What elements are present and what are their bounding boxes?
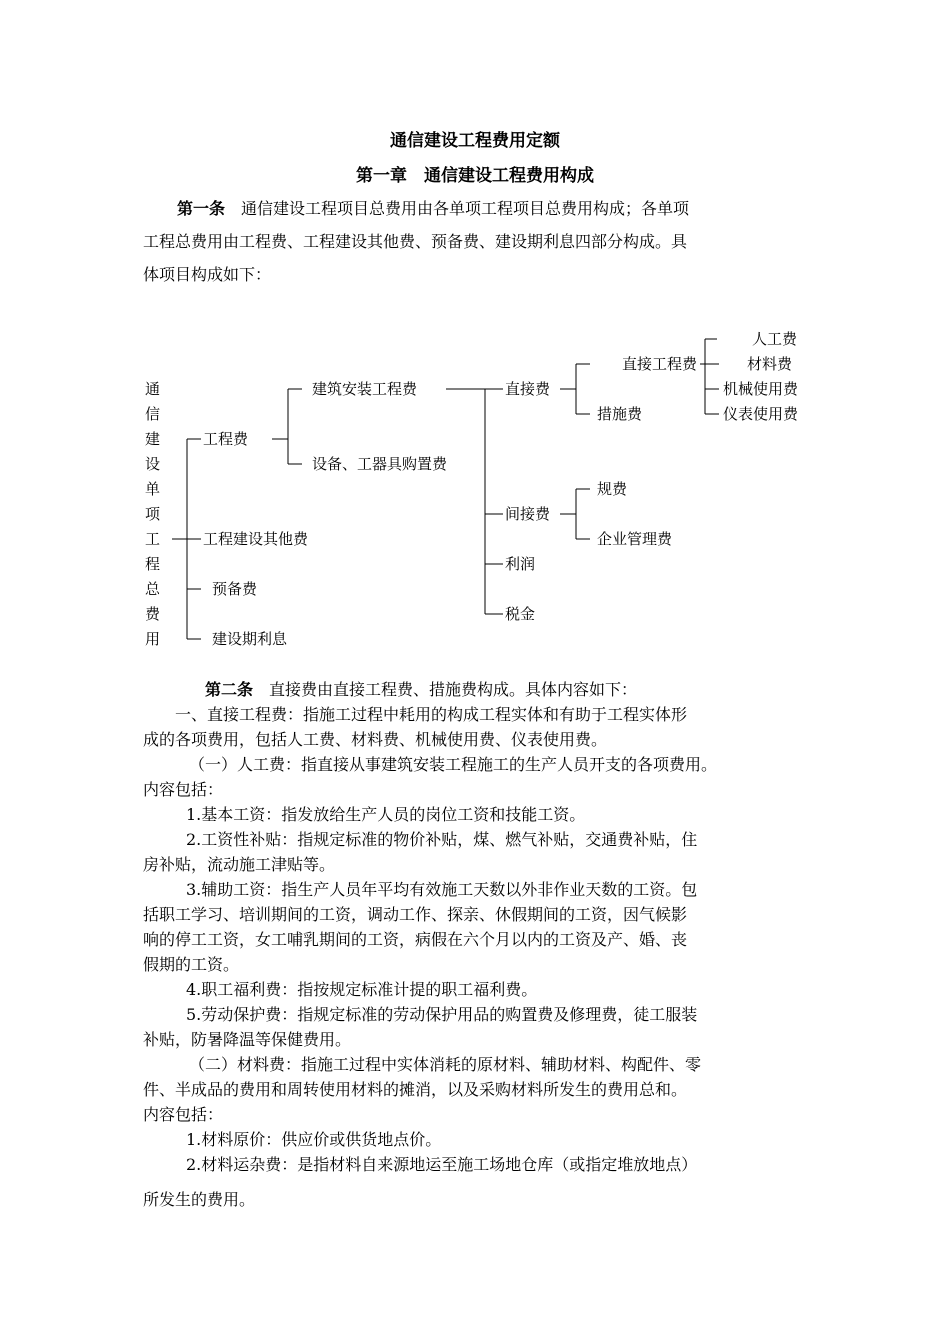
root-char: 项 [145, 505, 161, 523]
paragraph-line: 1.材料原价：供应价或供货地点价。 [186, 1130, 442, 1149]
node-regulatory-fees: 规费 [597, 480, 628, 498]
node-tax: 税金 [505, 605, 536, 623]
node-construction-install-fee: 建筑安装工程费 [312, 380, 418, 398]
root-char: 设 [145, 455, 161, 473]
node-other-construction-fee: 工程建设其他费 [203, 530, 309, 548]
paragraph-line: （一）人工费：指直接从事建筑安装工程施工的生产人员开支的各项费用。 [189, 755, 718, 774]
node-enterprise-management-fee: 企业管理费 [597, 530, 673, 548]
article-1-text: 通信建设工程项目总费用由各单项工程项目总费用构成；各单项 [225, 199, 690, 218]
paragraph-line: 内容包括： [143, 780, 224, 799]
node-material-fee: 材料费 [747, 355, 793, 373]
article-1-line-3: 体项目构成如下： [143, 265, 272, 284]
node-engineering-fee: 工程费 [203, 430, 249, 448]
root-char: 用 [145, 630, 161, 648]
paragraph-line: 5.劳动保护费：指规定标准的劳动保护用品的购置费及修理费，徒工服装 [186, 1005, 698, 1024]
root-char: 信 [145, 405, 161, 423]
node-indirect-fee: 间接费 [505, 505, 551, 523]
node-instrument-fee: 仪表使用费 [723, 405, 799, 423]
tree-root-label [145, 377, 160, 652]
article-2-label: 第二条 [205, 680, 254, 699]
root-char: 建 [145, 430, 161, 448]
node-direct-engineering-fee: 直接工程费 [622, 355, 698, 373]
node-machinery-fee: 机械使用费 [723, 380, 799, 398]
paragraph-line: 所发生的费用。 [143, 1190, 256, 1209]
article-1-line-2: 工程总费用由工程费、工程建设其他费、预备费、建设期利息四部分构成。具 [143, 232, 688, 251]
paragraph-line: 房补贴，流动施工津贴等。 [143, 855, 336, 874]
paragraph-line: 内容包括： [143, 1105, 224, 1124]
article-1-label: 第一条 [177, 199, 226, 218]
node-direct-fee: 直接费 [505, 380, 551, 398]
paragraph-line: 3.辅助工资：指生产人员年平均有效施工天数以外非作业天数的工资。包 [186, 880, 698, 899]
node-labor-fee: 人工费 [752, 330, 798, 348]
root-char: 总 [145, 580, 161, 598]
paragraph-line: 1.基本工资：指发放给生产人员的岗位工资和技能工资。 [186, 805, 586, 824]
paragraph-line: 括职工学习、培训期间的工资，调动工作、探亲、休假期间的工资，因气候影 [143, 905, 688, 924]
paragraph-line: 2.工资性补贴：指规定标准的物价补贴，煤、燃气补贴，交通费补贴，住 [186, 830, 698, 849]
paragraph-line: 4.职工福利费：指按规定标准计提的职工福利费。 [186, 980, 538, 999]
paragraph-line: 成的各项费用，包括人工费、材料费、机械使用费、仪表使用费。 [143, 730, 608, 749]
root-char: 通 [145, 380, 161, 398]
root-char: 程 [145, 555, 161, 573]
paragraph-line: 补贴，防暑降温等保健费用。 [143, 1030, 352, 1049]
paragraph-line: 2.材料运杂费：是指材料自来源地运至施工场地仓库（或指定堆放地点） [186, 1155, 698, 1174]
document-title: 通信建设工程费用定额 [390, 131, 560, 151]
node-construction-interest: 建设期利息 [212, 630, 288, 648]
paragraph-line: 件、半成品的费用和周转使用材料的摊消，以及采购材料所发生的费用总和。 [143, 1080, 688, 1099]
paragraph-line: 一、直接工程费：指施工过程中耗用的构成工程实体和有助于工程实体形 [175, 705, 688, 724]
article-2-text: 直接费由直接工程费、措施费构成。具体内容如下： [253, 680, 638, 699]
article-2 [143, 677, 811, 702]
paragraph-line: 假期的工资。 [143, 955, 240, 974]
root-char: 工 [145, 530, 161, 548]
node-measures-fee: 措施费 [597, 405, 643, 423]
node-reserve-fee: 预备费 [212, 580, 258, 598]
body-text [143, 677, 811, 1177]
paragraph-line: （二）材料费：指施工过程中实体消耗的原材料、辅助材料、构配件、零 [189, 1055, 702, 1074]
paragraph-line: 响的停工工资，女工哺乳期间的工资，病假在六个月以内的工资及产、婚、丧 [143, 930, 688, 949]
root-char: 单 [145, 480, 161, 498]
root-char: 费 [145, 605, 161, 623]
chapter-title: 第一章 通信建设工程费用构成 [356, 166, 594, 186]
node-equipment-purchase-fee: 设备、工器具购置费 [312, 455, 448, 473]
node-profit: 利润 [505, 555, 536, 573]
